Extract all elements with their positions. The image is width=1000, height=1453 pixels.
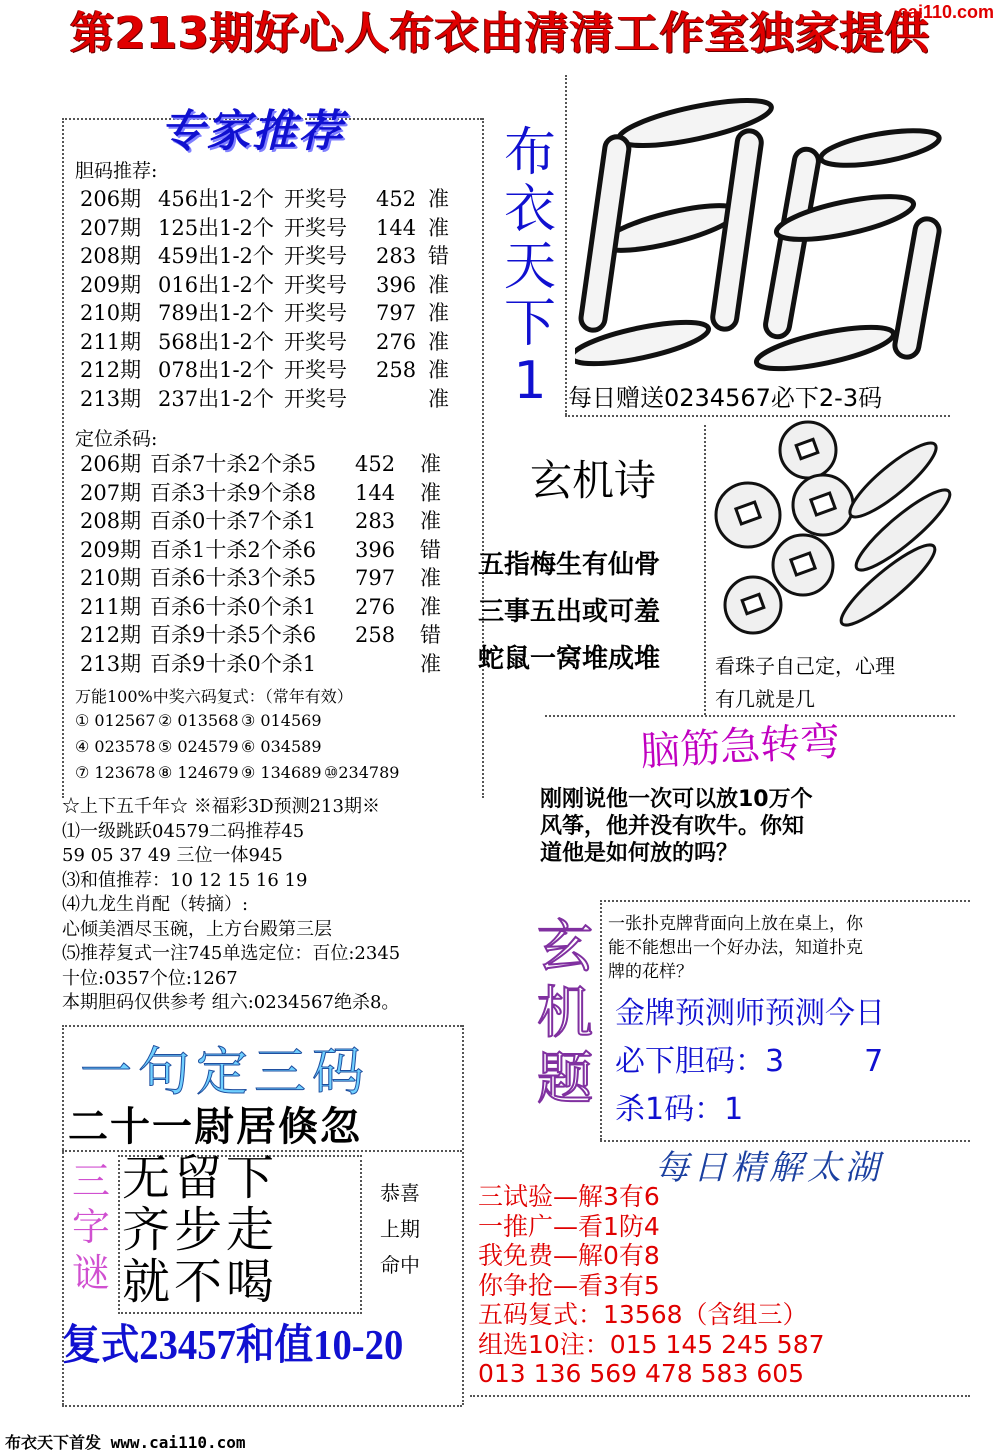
gold-line: 杀1码：1	[615, 1092, 744, 1127]
taihu-line: 五码复式：13568（含组三）	[478, 1300, 808, 1329]
six-label: 万能100%中奖六码复式：（常年有效）	[75, 687, 353, 706]
table-cell: 准	[420, 566, 441, 590]
table-row	[80, 185, 470, 214]
vertical-char: 三	[71, 1159, 110, 1203]
table-cell: 125出1-2个	[158, 215, 274, 240]
history-line: ⑸推荐复式一注745单选定位：百位:2345	[62, 943, 401, 964]
table-cell	[355, 650, 420, 679]
table-cell: 准	[428, 301, 449, 325]
table-cell: 准	[428, 329, 449, 354]
table-cell: 210期	[80, 301, 142, 325]
table-row	[75, 760, 475, 786]
table-row	[80, 450, 470, 479]
daily-gift: 每日赠送0234567必下2-3码	[568, 384, 883, 412]
vertical-char: 1	[513, 351, 547, 411]
history-line: ⑴一级跳跃04579二码推荐45	[62, 820, 305, 842]
table-cell: 210期	[80, 566, 142, 590]
vertical-char: 机	[537, 981, 593, 1046]
table-cell: 452	[376, 187, 417, 211]
table-row	[80, 299, 470, 328]
poem-line: 蛇鼠一窝堆成堆	[478, 644, 661, 674]
brain-text	[540, 786, 813, 867]
table-row	[80, 385, 470, 414]
table-cell: 准	[420, 509, 441, 533]
table-cell: 错	[420, 623, 441, 647]
brain-line: 道他是如何放的吗？	[540, 841, 739, 866]
table-cell: 213期	[80, 651, 142, 676]
table-cell: 错	[420, 537, 441, 562]
history-line: 本期胆码仅供参考 组六:0234567绝杀8。	[62, 992, 400, 1013]
gold-dan-label: 必下胆码：	[615, 1044, 765, 1079]
taihu-line: 组选10注：015 145 245 587	[478, 1329, 825, 1359]
brain-line: 刚刚说他一次可以放10万个	[540, 787, 813, 812]
table-cell: 459出1-2个	[158, 244, 274, 268]
table-row	[80, 593, 470, 622]
vertical-char: 玄	[537, 915, 593, 980]
divider	[462, 1025, 464, 1405]
bead-note	[715, 650, 895, 716]
table-cell: 209期	[80, 537, 142, 562]
table-row	[80, 356, 470, 385]
table-cell: 276	[355, 594, 396, 619]
gold-line: 金牌预测师预测今日	[615, 996, 885, 1031]
site-logo[interactable]: cai110.com	[897, 2, 994, 22]
buyi-vertical	[500, 125, 560, 410]
table-cell: 百杀0十杀7个杀1	[150, 509, 317, 533]
table-cell: 准	[428, 272, 449, 297]
kill-label: 定位杀码:	[75, 428, 158, 450]
table-cell: 237出1-2个	[158, 386, 274, 411]
sentence-heading: 一句定三码	[80, 1043, 371, 1103]
page-title: 第213期好心人布衣由清清工作室独家提供	[70, 8, 930, 59]
table-row	[80, 214, 470, 243]
table-cell: 207期	[80, 480, 142, 505]
table-cell: 283	[355, 509, 396, 533]
three-row: 齐步走	[122, 1202, 279, 1258]
table-cell: 错	[428, 244, 449, 268]
table-cell: 开奖号	[284, 386, 347, 411]
table-cell: ② 013568	[158, 711, 239, 730]
table-cell: 开奖号	[284, 244, 347, 268]
table-cell: 396	[355, 537, 396, 562]
table-cell: ④ 023578	[75, 737, 156, 756]
table-cell: 212期	[80, 358, 142, 382]
divider	[482, 118, 484, 798]
dan-table	[80, 185, 470, 413]
table-row	[80, 536, 470, 565]
table-cell: 016出1-2个	[158, 272, 274, 297]
congrats-line: 恭喜	[380, 1181, 420, 1205]
divider	[600, 900, 970, 902]
vertical-char: 布	[503, 123, 556, 183]
gold-prediction	[615, 990, 885, 1134]
table-cell: 准	[420, 594, 441, 619]
taihu-line: 三试验—解3有6	[478, 1182, 660, 1211]
divider	[470, 1395, 970, 1397]
table-cell: 准	[420, 480, 441, 505]
table-cell: 开奖号	[284, 301, 347, 325]
table-cell: 开奖号	[284, 358, 347, 382]
footer-text: 布衣天下首发 www.cai110.com	[5, 1433, 246, 1452]
table-cell: 准	[420, 651, 441, 676]
taihu-line: 你争抢—看3有5	[478, 1270, 660, 1300]
table-cell: ⑦ 123678	[75, 763, 156, 782]
taihu-line: 我免费—解0有8	[478, 1241, 660, 1270]
poem-heading: 玄机诗	[530, 456, 657, 505]
history-line: 心倾美酒尽玉碗，上方台殿第三层	[62, 918, 332, 940]
history-line: ☆上下五千年☆ ※福彩3D预测213期※	[62, 796, 380, 817]
table-cell: 208期	[80, 244, 142, 268]
table-cell: 准	[428, 386, 449, 411]
table-cell: 开奖号	[284, 215, 347, 240]
riddle-line: 能不能想出一个好办法，知道扑克	[608, 938, 863, 958]
history-line: 十位:0357个位:1267	[62, 967, 238, 989]
table-row	[80, 271, 470, 300]
history-line: ⑷九龙生肖配（转摘）:	[62, 894, 249, 915]
beads-illustration	[708, 420, 958, 650]
taihu-line: 013 136 569 478 583 605	[478, 1359, 805, 1388]
divider	[62, 1025, 462, 1027]
table-cell: 准	[428, 358, 449, 382]
table-cell: 百杀7十杀2个杀5	[150, 452, 317, 476]
gold-dan-a: 3	[765, 1044, 785, 1079]
riddle-line: 一张扑克牌背面向上放在桌上，你	[608, 914, 863, 934]
table-cell: 准	[428, 187, 449, 211]
table-cell: 258	[376, 358, 417, 382]
table-cell: 百杀9十杀0个杀1	[150, 651, 317, 676]
table-row	[80, 479, 470, 508]
poem-lines	[478, 542, 660, 683]
table-cell: 396	[376, 272, 417, 297]
bead-note-line: 有几就是几	[715, 687, 815, 711]
gold-dan-b: 7	[864, 1044, 884, 1079]
table-cell: ③ 014569	[241, 711, 322, 730]
number-86-illustration	[575, 78, 960, 378]
table-cell: 258	[355, 623, 396, 647]
table-cell: 208期	[80, 509, 142, 533]
dan-label: 胆码推荐:	[75, 160, 158, 182]
three-rows	[122, 1152, 278, 1308]
congrats-line: 上期	[380, 1217, 420, 1241]
vertical-char: 题	[537, 1047, 593, 1112]
table-cell: 452	[355, 452, 396, 476]
table-cell: 准	[428, 215, 449, 240]
table-cell: 百杀1十杀2个杀6	[150, 537, 317, 562]
riddle-text	[608, 912, 863, 984]
riddle-line: 牌的花样？	[608, 962, 693, 982]
taihu-line: 一推广—看1防4	[478, 1211, 660, 1241]
divider	[62, 1405, 462, 1407]
table-cell: 百杀6十杀3个杀5	[150, 566, 317, 590]
gold-line	[615, 1038, 885, 1086]
congrats	[380, 1175, 420, 1283]
table-cell: ⑤ 024579	[158, 737, 239, 756]
divider	[600, 900, 602, 1140]
three-vertical	[66, 1158, 116, 1296]
table-row	[75, 734, 475, 760]
table-cell: 789出1-2个	[158, 301, 274, 325]
table-cell: 开奖号	[284, 187, 347, 211]
table-cell: 797	[355, 566, 396, 590]
table-cell: 206期	[80, 452, 142, 476]
kill-table	[80, 450, 470, 678]
taihu-lines	[478, 1182, 825, 1389]
sentence-line: 二十一尉居倏忽	[68, 1104, 362, 1150]
table-cell: 211期	[80, 329, 142, 354]
table-cell: 209期	[80, 272, 142, 297]
table-cell: 213期	[80, 386, 142, 411]
table-cell: ① 012567	[75, 711, 156, 730]
table-row	[80, 650, 470, 679]
table-cell: 283	[376, 244, 417, 268]
combo-text: 复式23457和值10-20	[62, 1323, 404, 1369]
table-cell: 144	[376, 215, 417, 240]
three-row: 就不喝	[122, 1254, 279, 1310]
history-block	[62, 795, 482, 1016]
table-cell: 144	[355, 480, 396, 505]
table-cell: 百杀6十杀0个杀1	[150, 594, 317, 619]
table-cell: 212期	[80, 623, 142, 647]
table-cell: 276	[376, 329, 417, 354]
vertical-char: 衣	[503, 180, 556, 240]
table-cell	[376, 385, 428, 414]
table-row	[75, 708, 475, 734]
vertical-char: 谜	[71, 1251, 110, 1295]
brain-heading: 脑筋急转弯	[639, 718, 842, 776]
table-cell: 206期	[80, 187, 142, 211]
riddle-vertical	[530, 915, 600, 1113]
divider	[62, 118, 64, 798]
table-row	[80, 621, 470, 650]
divider	[565, 415, 950, 417]
table-cell: 568出1-2个	[158, 329, 274, 354]
table-cell: 456出1-2个	[158, 187, 274, 211]
history-line: ⑶和值推荐：10 12 15 16 19	[62, 869, 308, 891]
table-cell: ⑧ 124679	[158, 763, 239, 782]
table-cell: 百杀3十杀9个杀8	[150, 480, 317, 505]
table-cell: 078出1-2个	[158, 358, 274, 382]
vertical-char: 天	[503, 237, 556, 297]
table-cell: 797	[376, 301, 417, 325]
history-line: 59 05 37 49 三位一体945	[62, 845, 283, 866]
table-cell: 207期	[80, 215, 142, 240]
expert-heading: 专家推荐	[160, 106, 344, 157]
table-row	[80, 242, 470, 271]
six-table	[75, 708, 475, 786]
table-cell: 开奖号	[284, 272, 347, 297]
table-cell: 准	[420, 452, 441, 476]
table-cell: 211期	[80, 594, 142, 619]
vertical-char: 下	[503, 294, 556, 354]
table-cell: ⑩234789	[324, 763, 400, 782]
table-row	[80, 564, 470, 593]
table-row	[80, 507, 470, 536]
divider	[704, 425, 706, 715]
vertical-char: 字	[71, 1205, 110, 1249]
poem-line: 三事五出或可羞	[478, 597, 661, 627]
divider	[565, 75, 567, 415]
table-row	[80, 328, 470, 357]
table-cell: ⑥ 034589	[241, 737, 322, 756]
table-cell: 开奖号	[284, 329, 347, 354]
table-cell: 百杀9十杀5个杀6	[150, 623, 317, 647]
bead-note-line: 看珠子自己定，心理	[715, 654, 895, 678]
taihu-heading: 每日精解太湖	[655, 1148, 883, 1188]
poem-line: 五指梅生有仙骨	[478, 550, 661, 580]
table-cell: ⑨ 134689	[241, 763, 322, 782]
congrats-line: 命中	[380, 1253, 420, 1277]
three-row: 无留下	[122, 1150, 279, 1206]
brain-line: 风筝，他并没有吹牛。你知	[540, 814, 805, 839]
